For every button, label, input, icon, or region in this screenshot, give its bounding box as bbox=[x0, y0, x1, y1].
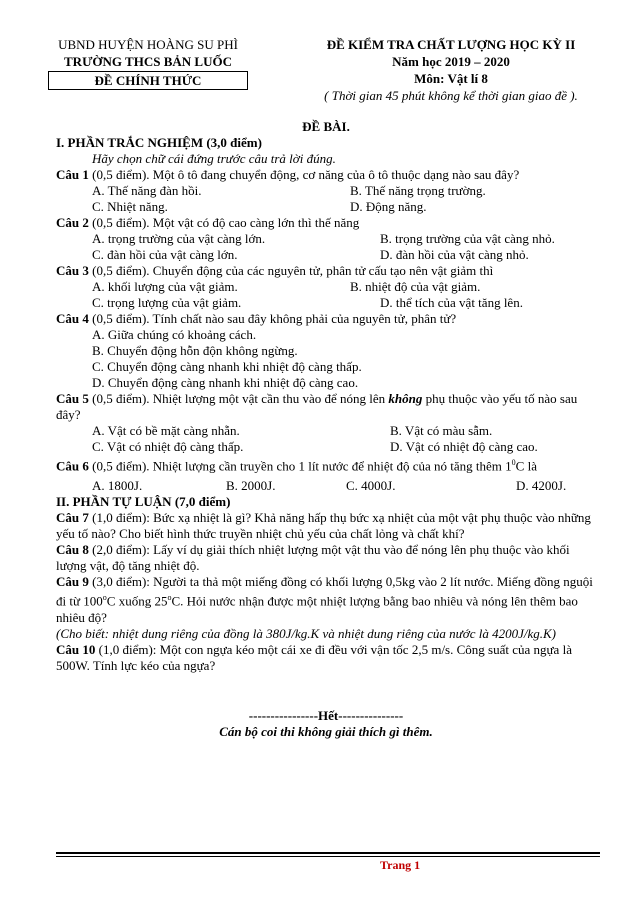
question-label: Câu 8 bbox=[56, 542, 89, 558]
option-c: C. Nhiệt năng. bbox=[92, 199, 168, 214]
question-text-mid: C xuống 25 bbox=[106, 593, 168, 609]
question-7 bbox=[56, 510, 596, 542]
exam-title: ĐỀ KIỂM TRA CHẤT LƯỢNG HỌC KỲ II bbox=[326, 37, 576, 52]
option-a: A. trọng trường của vật càng lớn. bbox=[92, 231, 266, 246]
option-d: D. đàn hồi của vật càng nhỏ. bbox=[380, 247, 529, 262]
option-c: C. Chuyển động càng nhanh khi nhiệt độ càng thấp. bbox=[92, 359, 362, 374]
question-label: Câu 3 bbox=[56, 263, 89, 278]
question-text-cont: phụ thuộc vào yếu tố nào sau đây? bbox=[56, 391, 578, 422]
option-b: B. nhiệt độ của vật giảm. bbox=[350, 279, 481, 294]
question-label: Câu 10 bbox=[56, 641, 96, 657]
option-b: B. Thế năng trọng trường. bbox=[350, 183, 486, 198]
question-5 bbox=[56, 391, 596, 423]
option-d: D. Động năng. bbox=[350, 199, 427, 214]
part2-heading: II. PHẦN TỰ LUẬN (7,0 điểm) bbox=[56, 494, 231, 510]
question-text: (0,5 điểm). Một ô tô đang chuyển động, cơ năng của ô tô thuộc dạng nào sau đây? bbox=[88, 167, 520, 182]
end-note: Cán bộ coi thi không giải thích gì thêm. bbox=[219, 723, 433, 739]
question-label: Câu 5 bbox=[56, 391, 89, 406]
options-row bbox=[56, 423, 596, 439]
question-text: (0,5 điểm). Một vật có độ cao càng lớn thì thế năng bbox=[88, 215, 360, 230]
option-c: C. 4000J. bbox=[346, 478, 396, 494]
page-number bbox=[380, 858, 420, 873]
district-name: UBND HUYỆN HOÀNG SU PHÌ bbox=[58, 37, 238, 52]
part1-instruction: Hãy chọn chữ cái đứng trước câu trả lời đúng. bbox=[92, 151, 336, 166]
option-b: B. Vật có màu sẫm. bbox=[390, 423, 493, 438]
part1-heading: I. PHẦN TRẮC NGHIỆM (3,0 điểm) bbox=[56, 135, 262, 150]
question-4 bbox=[56, 311, 596, 327]
question-label: Câu 1 bbox=[56, 167, 89, 182]
school-name: TRƯỜNG THCS BẢN LUỐC bbox=[64, 54, 232, 69]
question-text-cont: C. Hỏi nước nhận được một nhiệt lượng bằng bao nhiêu và nóng lên thêm bao nhiêu độ? bbox=[56, 593, 578, 625]
options-row bbox=[56, 478, 596, 494]
options-row bbox=[56, 439, 596, 455]
question-label: Câu 6 bbox=[56, 458, 89, 474]
question-text: (0,5 điểm). Chuyển động của các nguyên tử, phân tử cấu tạo nên vật giảm thì bbox=[88, 263, 494, 278]
question-10 bbox=[56, 642, 596, 674]
options-row bbox=[56, 247, 596, 263]
options-row bbox=[56, 199, 596, 215]
options-row bbox=[56, 183, 596, 199]
option-a: A. 1800J. bbox=[92, 478, 143, 494]
question-label: Câu 4 bbox=[56, 311, 89, 326]
superscript: o bbox=[167, 593, 172, 603]
question-6 bbox=[56, 455, 596, 474]
end-line: ----------------Hết--------------- bbox=[248, 707, 404, 723]
question-label: Câu 9 bbox=[56, 574, 89, 590]
question-text: (2,0 điểm): Lấy ví dụ giải thích nhiệt lượng một vật thu vào để nóng lên phụ thuộc vào khối lượng vật, độ tăng nhiệt độ. bbox=[56, 542, 570, 574]
option-a: A. Giữa chúng có khoảng cách. bbox=[92, 327, 257, 342]
header-right bbox=[296, 36, 606, 104]
option-d: D. Vật có nhiệt độ càng cao. bbox=[390, 439, 538, 454]
question-2 bbox=[56, 215, 596, 231]
option-b: B. trọng trường của vật càng nhỏ. bbox=[380, 231, 555, 246]
question-8 bbox=[56, 542, 596, 574]
question-text: (0,5 điểm). Tính chất nào sau đây không phải của nguyên tử, phân tử? bbox=[88, 311, 457, 326]
superscript: 0 bbox=[511, 458, 516, 467]
option-c: C. đàn hồi của vật càng lớn. bbox=[92, 247, 238, 262]
superscript: o bbox=[102, 593, 107, 603]
footer-divider bbox=[56, 852, 600, 854]
question-label: Câu 7 bbox=[56, 510, 89, 526]
question-9-note: (Cho biết: nhiệt dung riêng của đồng là 380J/kg.K và nhiệt dung riêng của nước là 4200J/kg.K) bbox=[56, 625, 556, 641]
question-text: (0,5 điểm). Nhiệt lượng cần truyền cho 1 lít nước để nhiệt độ của nó tăng thêm 1 bbox=[88, 458, 512, 474]
option-d: D. thể tích của vật tăng lên. bbox=[380, 295, 523, 310]
exam-content bbox=[56, 119, 596, 740]
option-c: C. trọng lượng của vật giảm. bbox=[92, 295, 242, 310]
question-text: (1,0 điểm): Bức xạ nhiệt là gì? Khả năng hấp thụ bức xạ nhiệt của một vật phụ thuộc vào những yếu tố nào? Cho biết hình thức truyền nhiệt chủ yếu của chất lỏng và chất khí? bbox=[56, 510, 591, 542]
question-1 bbox=[56, 167, 596, 183]
question-label: Câu 2 bbox=[56, 215, 89, 230]
options-row bbox=[56, 279, 596, 295]
question-text: (3,0 điểm): Người ta thả một miếng đồng có khối lượng 0,5kg vào 2 lít nước. Miếng đồng nguội đi từ 100 bbox=[56, 574, 593, 609]
option-b: B. 2000J. bbox=[226, 478, 276, 494]
question-9 bbox=[56, 574, 596, 625]
options-row bbox=[56, 231, 596, 247]
official-exam-box: ĐỀ CHÍNH THỨC bbox=[48, 71, 248, 90]
footer-divider-thin bbox=[56, 856, 600, 857]
option-d: D. 4200J. bbox=[516, 478, 567, 494]
page-label: Trang bbox=[380, 858, 412, 872]
option-a: A. Thế năng đàn hồi. bbox=[92, 183, 202, 198]
section-title: ĐỀ BÀI. bbox=[302, 119, 350, 134]
question-3 bbox=[56, 263, 596, 279]
option-a: A. khối lượng của vật giảm. bbox=[92, 279, 238, 294]
options-row bbox=[56, 295, 596, 311]
question-emphasis: không bbox=[388, 391, 423, 406]
option-d: D. Chuyển động càng nhanh khi nhiệt độ càng cao. bbox=[92, 375, 359, 390]
question-text: (0,5 điểm). Nhiệt lượng một vật cần thu vào để nóng lên bbox=[88, 391, 389, 406]
question-text: (1,0 điểm): Một con ngựa kéo một cái xe đi đều với vận tốc 2,5 m/s. Công suất của ngựa là 500W. Tính lực kéo của ngựa? bbox=[56, 641, 572, 673]
question-text-cont: C là bbox=[515, 458, 537, 474]
option-b: B. Chuyển động hỗn độn không ngừng. bbox=[92, 343, 298, 358]
time-note: ( Thời gian 45 phút không kể thời gian giao đề ). bbox=[324, 88, 578, 103]
school-year: Năm học 2019 – 2020 bbox=[392, 54, 510, 69]
subject: Môn: Vật lí 8 bbox=[414, 71, 488, 86]
option-a: A. Vật có bề mặt càng nhẵn. bbox=[92, 423, 240, 438]
page-number-value: 1 bbox=[414, 858, 421, 872]
option-c: C. Vật có nhiệt độ càng thấp. bbox=[92, 439, 244, 454]
header-left bbox=[48, 36, 248, 90]
